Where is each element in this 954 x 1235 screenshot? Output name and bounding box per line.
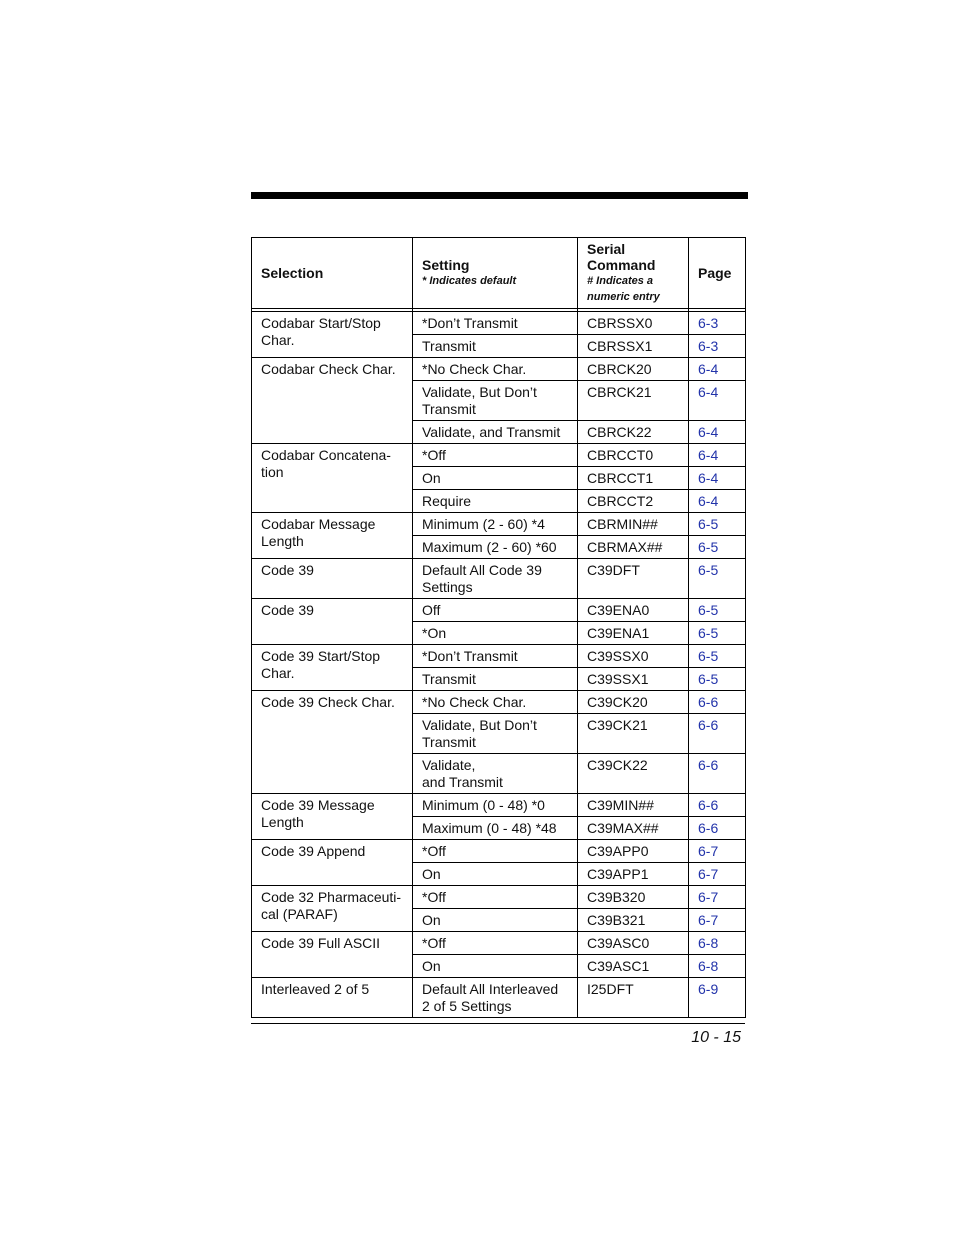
serial-command-cell: CBRCK22 xyxy=(578,421,689,444)
page-link[interactable]: 6-7 xyxy=(698,889,719,905)
setting-cell xyxy=(413,955,578,978)
page-cell xyxy=(689,932,746,955)
serial-command-cell: C39APP1 xyxy=(578,863,689,886)
cell-text-line: Maximum (0 - 48) *48 xyxy=(422,820,557,836)
page-link[interactable]: 6-6 xyxy=(698,717,719,733)
cell-text-line: Validate, But Don’t xyxy=(422,717,537,733)
serial-command-cell: CBRCCT2 xyxy=(578,490,689,513)
cell-text-line: On xyxy=(422,470,441,486)
cell-text-line: Codabar Start/Stop xyxy=(261,315,381,331)
setting-cell xyxy=(413,444,578,467)
cell-text-line: Char. xyxy=(261,665,295,681)
serial-command-cell: C39MAX## xyxy=(578,817,689,840)
serial-command-cell: CBRSSX1 xyxy=(578,335,689,358)
page-cell xyxy=(689,645,746,668)
page-link[interactable]: 6-4 xyxy=(698,493,719,509)
setting-cell xyxy=(413,978,578,1018)
cell-text-line: Code 39 Full ASCII xyxy=(261,935,381,951)
page-cell xyxy=(689,714,746,754)
selection-cell xyxy=(252,794,413,840)
header-page: Page xyxy=(689,238,746,309)
cell-text-line: cal (PARAF) xyxy=(261,906,338,922)
page-cell xyxy=(689,886,746,909)
selection-cell xyxy=(252,444,413,513)
page-cell xyxy=(689,312,746,335)
page-cell xyxy=(689,955,746,978)
cell-text-line: Default All Interleaved xyxy=(422,981,559,997)
page-link[interactable]: 6-8 xyxy=(698,935,719,951)
serial-command-cell: CBRCCT1 xyxy=(578,467,689,490)
page-number: 10 - 15 xyxy=(691,1029,741,1046)
table-row xyxy=(252,358,746,381)
page-cell xyxy=(689,335,746,358)
page-link[interactable]: 6-6 xyxy=(698,820,719,836)
cell-text-line: Code 39 Append xyxy=(261,843,366,859)
page-link[interactable]: 6-3 xyxy=(698,338,719,354)
cell-text-line: On xyxy=(422,866,441,882)
serial-command-cell: C39ASC1 xyxy=(578,955,689,978)
setting-cell xyxy=(413,932,578,955)
cell-text-line: Transmit xyxy=(422,338,476,354)
table-row xyxy=(252,312,746,335)
page-cell xyxy=(689,794,746,817)
cell-text-line: Interleaved 2 of 5 xyxy=(261,981,370,997)
setting-cell xyxy=(413,754,578,794)
cell-text-line: On xyxy=(422,912,441,928)
table-row xyxy=(252,444,746,467)
cell-text-line: Transmit xyxy=(422,401,476,417)
cell-text-line: Minimum (0 - 48) *0 xyxy=(422,797,545,813)
setting-cell xyxy=(413,421,578,444)
setting-cell xyxy=(413,381,578,421)
serial-command-cell: C39SSX1 xyxy=(578,668,689,691)
table-row xyxy=(252,840,746,863)
page-cell xyxy=(689,863,746,886)
table-row xyxy=(252,794,746,817)
setting-cell xyxy=(413,599,578,622)
table-row xyxy=(252,559,746,599)
setting-cell xyxy=(413,714,578,754)
cell-text-line: Length xyxy=(261,533,304,549)
selection-cell xyxy=(252,312,413,358)
page-cell xyxy=(689,559,746,599)
cell-text-line: Validate, and Transmit xyxy=(422,424,561,440)
table-row xyxy=(252,691,746,714)
setting-cell xyxy=(413,863,578,886)
page-link[interactable]: 6-5 xyxy=(698,516,719,532)
cell-text-line: *Off xyxy=(422,935,446,951)
table-header-row xyxy=(252,238,746,309)
cell-text-line: Transmit xyxy=(422,671,476,687)
setting-cell xyxy=(413,840,578,863)
selection-cell xyxy=(252,691,413,794)
cell-text-line: Validate, But Don’t xyxy=(422,384,537,400)
page-cell xyxy=(689,691,746,714)
cell-text-line: Require xyxy=(422,493,472,509)
serial-command-cell: CBRCK20 xyxy=(578,358,689,381)
page-link[interactable]: 6-6 xyxy=(698,694,719,710)
page-cell xyxy=(689,840,746,863)
page-cell xyxy=(689,754,746,794)
setting-cell xyxy=(413,513,578,536)
page-cell xyxy=(689,909,746,932)
selection-cell xyxy=(252,932,413,978)
header-setting: Setting * Indicates default xyxy=(413,238,578,309)
selection-cell xyxy=(252,978,413,1018)
page-cell xyxy=(689,421,746,444)
setting-cell xyxy=(413,691,578,714)
header-selection: Selection xyxy=(252,238,413,309)
selection-cell xyxy=(252,599,413,645)
cell-text-line: Length xyxy=(261,814,304,830)
serial-command-cell: C39ASC0 xyxy=(578,932,689,955)
page-cell xyxy=(689,358,746,381)
setting-cell xyxy=(413,817,578,840)
page-cell xyxy=(689,536,746,559)
cell-text-line: Validate, xyxy=(422,757,476,773)
serial-command-cell: CBRCK21 xyxy=(578,381,689,421)
cell-text-line: Code 32 Pharmaceuti- xyxy=(261,889,402,905)
serial-commands-table xyxy=(251,237,746,1018)
page-cell xyxy=(689,444,746,467)
setting-cell xyxy=(413,358,578,381)
page-link[interactable]: 6-5 xyxy=(698,602,719,618)
page-link[interactable]: 6-7 xyxy=(698,912,719,928)
cell-text-line: Code 39 xyxy=(261,602,314,618)
cell-text-line: Transmit xyxy=(422,734,476,750)
page-cell xyxy=(689,817,746,840)
table-row xyxy=(252,886,746,909)
page-link[interactable]: 6-4 xyxy=(698,447,719,463)
serial-command-cell: C39SSX0 xyxy=(578,645,689,668)
setting-cell xyxy=(413,467,578,490)
cell-text-line: Off xyxy=(422,602,441,618)
setting-cell xyxy=(413,536,578,559)
setting-cell xyxy=(413,335,578,358)
cell-text-line: Codabar Message xyxy=(261,516,376,532)
page-link[interactable]: 6-6 xyxy=(698,797,719,813)
cell-text-line: *No Check Char. xyxy=(422,361,527,377)
page-cell xyxy=(689,622,746,645)
cell-text-line: *Off xyxy=(422,447,446,463)
page-cell xyxy=(689,978,746,1018)
page-link[interactable]: 6-5 xyxy=(698,562,719,578)
cell-text-line: Code 39 Start/Stop xyxy=(261,648,381,664)
setting-cell xyxy=(413,645,578,668)
setting-cell xyxy=(413,312,578,335)
page-link[interactable]: 6-7 xyxy=(698,866,719,882)
table-row xyxy=(252,978,746,1018)
cell-text-line: Code 39 xyxy=(261,562,314,578)
cell-text-line: *Don’t Transmit xyxy=(422,315,518,331)
setting-cell xyxy=(413,668,578,691)
cell-text-line: *Off xyxy=(422,843,446,859)
setting-cell xyxy=(413,622,578,645)
cell-text-line: tion xyxy=(261,464,284,480)
selection-cell xyxy=(252,886,413,932)
cell-text-line: Settings xyxy=(422,579,473,595)
cell-text-line: and Transmit xyxy=(422,774,503,790)
header-serial-command: Serial Command # Indicates a numeric entry xyxy=(578,238,689,309)
page-link[interactable]: 6-3 xyxy=(698,315,719,331)
page-link[interactable]: 6-5 xyxy=(698,671,719,687)
page-cell xyxy=(689,668,746,691)
selection-cell xyxy=(252,559,413,599)
serial-command-cell: C39CK21 xyxy=(578,714,689,754)
page-link[interactable]: 6-5 xyxy=(698,648,719,664)
setting-cell xyxy=(413,794,578,817)
serial-command-cell: C39ENA0 xyxy=(578,599,689,622)
page-link[interactable]: 6-7 xyxy=(698,843,719,859)
numeric-note-line1: # Indicates a xyxy=(587,275,654,287)
page-cell xyxy=(689,381,746,421)
page-link[interactable]: 6-5 xyxy=(698,539,719,555)
cell-text-line: Default All Code 39 xyxy=(422,562,542,578)
bottom-rule xyxy=(251,1023,745,1024)
cell-text-line: 2 of 5 Settings xyxy=(422,998,512,1014)
page-cell xyxy=(689,599,746,622)
page-link[interactable]: 6-6 xyxy=(698,757,719,773)
selection-cell xyxy=(252,513,413,559)
table-row xyxy=(252,932,746,955)
page-link[interactable]: 6-5 xyxy=(698,625,719,641)
selection-cell xyxy=(252,645,413,691)
cell-text-line: *No Check Char. xyxy=(422,694,527,710)
serial-command-cell: C39CK20 xyxy=(578,691,689,714)
top-rule xyxy=(251,192,748,199)
table-row xyxy=(252,599,746,622)
cell-text-line: Maximum (2 - 60) *60 xyxy=(422,539,557,555)
serial-command-cell: CBRMIN## xyxy=(578,513,689,536)
cell-text-line: Char. xyxy=(261,332,295,348)
selection-cell xyxy=(252,358,413,444)
default-note: * Indicates default xyxy=(422,275,517,287)
serial-command-cell: C39ENA1 xyxy=(578,622,689,645)
serial-command-cell: CBRSSX0 xyxy=(578,312,689,335)
serial-command-cell: C39MIN## xyxy=(578,794,689,817)
table-row xyxy=(252,513,746,536)
page-cell xyxy=(689,467,746,490)
cell-text-line: *Off xyxy=(422,889,446,905)
serial-command-cell: CBRMAX## xyxy=(578,536,689,559)
cell-text-line: *Don’t Transmit xyxy=(422,648,518,664)
cell-text-line: Minimum (2 - 60) *4 xyxy=(422,516,545,532)
cell-text-line: Codabar Concatena- xyxy=(261,447,391,463)
cell-text-line: Code 39 Check Char. xyxy=(261,694,395,710)
table-body xyxy=(252,312,746,1018)
cell-text-line: Codabar Check Char. xyxy=(261,361,396,377)
serial-command-cell: C39B321 xyxy=(578,909,689,932)
page-link[interactable]: 6-4 xyxy=(698,384,719,400)
page-link[interactable]: 6-8 xyxy=(698,958,719,974)
serial-command-cell: C39APP0 xyxy=(578,840,689,863)
page-link[interactable]: 6-9 xyxy=(698,981,719,997)
page-link[interactable]: 6-4 xyxy=(698,361,719,377)
serial-command-cell: CBRCCT0 xyxy=(578,444,689,467)
setting-cell xyxy=(413,886,578,909)
numeric-note-line2: numeric entry xyxy=(587,291,660,303)
serial-command-cell: C39CK22 xyxy=(578,754,689,794)
table-row xyxy=(252,645,746,668)
setting-cell xyxy=(413,559,578,599)
serial-command-cell: C39DFT xyxy=(578,559,689,599)
setting-cell xyxy=(413,909,578,932)
cell-text-line: On xyxy=(422,958,441,974)
cell-text-line: Code 39 Message xyxy=(261,797,375,813)
setting-cell xyxy=(413,490,578,513)
selection-cell xyxy=(252,840,413,886)
page-cell xyxy=(689,513,746,536)
page-cell xyxy=(689,490,746,513)
cell-text-line: *On xyxy=(422,625,447,641)
page-link[interactable]: 6-4 xyxy=(698,470,719,486)
serial-command-cell: C39B320 xyxy=(578,886,689,909)
serial-command-cell: I25DFT xyxy=(578,978,689,1018)
page-link[interactable]: 6-4 xyxy=(698,424,719,440)
